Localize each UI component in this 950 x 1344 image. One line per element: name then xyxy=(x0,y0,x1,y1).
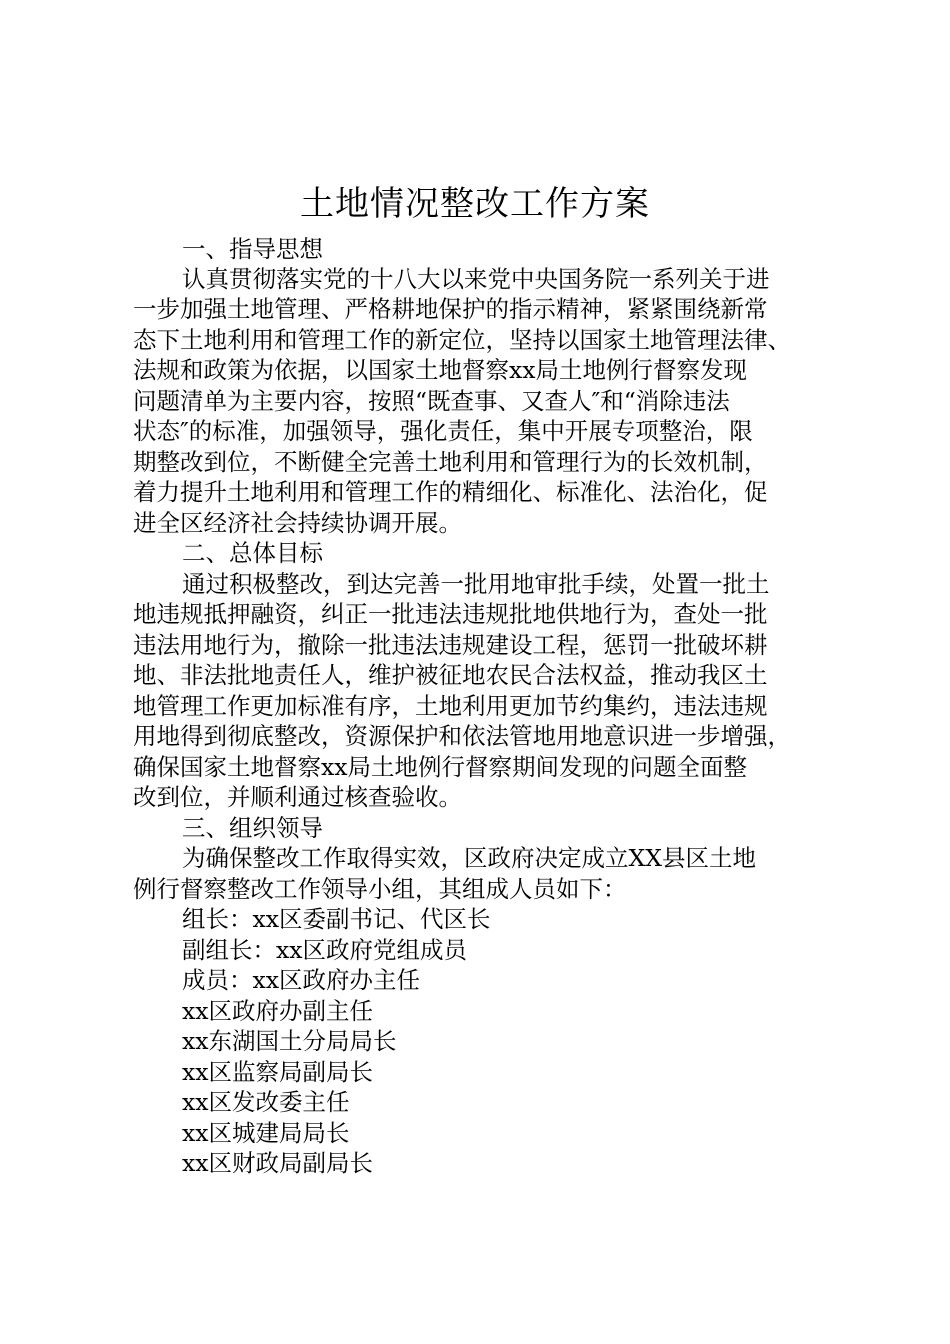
member-line: 组长：xx区委副书记、代区长 xyxy=(182,905,491,933)
section-heading-overall-goals: 二、总体目标 xyxy=(182,539,323,567)
section-heading-guiding-ideology: 一、指导思想 xyxy=(182,235,323,263)
member-line: 副组长：xx区政府党组成员 xyxy=(182,936,468,964)
paragraph-line: 改到位，并顺利通过核查验收。 xyxy=(133,783,462,811)
paragraph-line: 进全区经济社会持续协调开展。 xyxy=(133,509,462,537)
paragraph-line: 地违规抵押融资，纠正一批违法违规批地供地行为，查处一批 xyxy=(133,600,768,628)
paragraph-line: 认真贯彻落实党的十八大以来党中央国务院一系列关于进 xyxy=(182,265,770,293)
document-title: 土地情况整改工作方案 xyxy=(300,184,650,224)
paragraph-line: 为确保整改工作取得实效，区政府决定成立XX县区土地 xyxy=(182,844,756,872)
paragraph-line: 态下土地利用和管理工作的新定位，坚持以国家土地管理法律、 xyxy=(133,326,791,354)
member-line: 成员：xx区政府办主任 xyxy=(182,966,421,994)
member-line: xx区政府办副主任 xyxy=(182,997,374,1025)
paragraph-line: 通过积极整改，到达完善一批用地审批手续，处置一批土 xyxy=(182,570,770,598)
member-line: xx区城建局局长 xyxy=(182,1119,350,1147)
paragraph-line: 着力提升土地利用和管理工作的精细化、标准化、法治化，促 xyxy=(133,478,768,506)
paragraph-line: 问题清单为主要内容，按照“既查事、又查人″和“消除违法 xyxy=(133,387,730,415)
paragraph-line: 地、非法批地责任人，维护被征地农民合法权益，推动我区土 xyxy=(133,661,768,689)
member-line: xx区监察局副局长 xyxy=(182,1058,374,1086)
paragraph-line: 状态″的标准，加强领导，强化责任，集中开展专项整治，限 xyxy=(133,417,753,445)
section-heading-organization: 三、组织领导 xyxy=(182,814,323,842)
paragraph-line: 期整改到位，不断健全完善土地利用和管理行为的长效机制， xyxy=(133,448,768,476)
paragraph-line: 违法用地行为，撤除一批违法违规建设工程，惩罚一批破坏耕 xyxy=(133,631,768,659)
member-line: xx区发改委主任 xyxy=(182,1088,350,1116)
member-line: xx区财政局副局长 xyxy=(182,1149,374,1177)
paragraph-line: 地管理工作更加标准有序，土地利用更加节约集约，违法违规 xyxy=(133,692,768,720)
paragraph-line: 用地得到彻底整改，资源保护和依法管地用地意识进一步增强， xyxy=(133,722,791,750)
paragraph-line: 法规和政策为依据，以国家土地督察xx局土地例行督察发现 xyxy=(133,356,748,384)
paragraph-line: 一步加强土地管理、严格耕地保护的指示精神，紧紧围绕新常 xyxy=(133,295,768,323)
paragraph-line: 例行督察整改工作领导小组，其组成人员如下： xyxy=(133,875,627,903)
member-line: xx东湖国土分局局长 xyxy=(182,1027,397,1055)
paragraph-line: 确保国家土地督察xx局土地例行督察期间发现的问题全面整 xyxy=(133,753,748,781)
